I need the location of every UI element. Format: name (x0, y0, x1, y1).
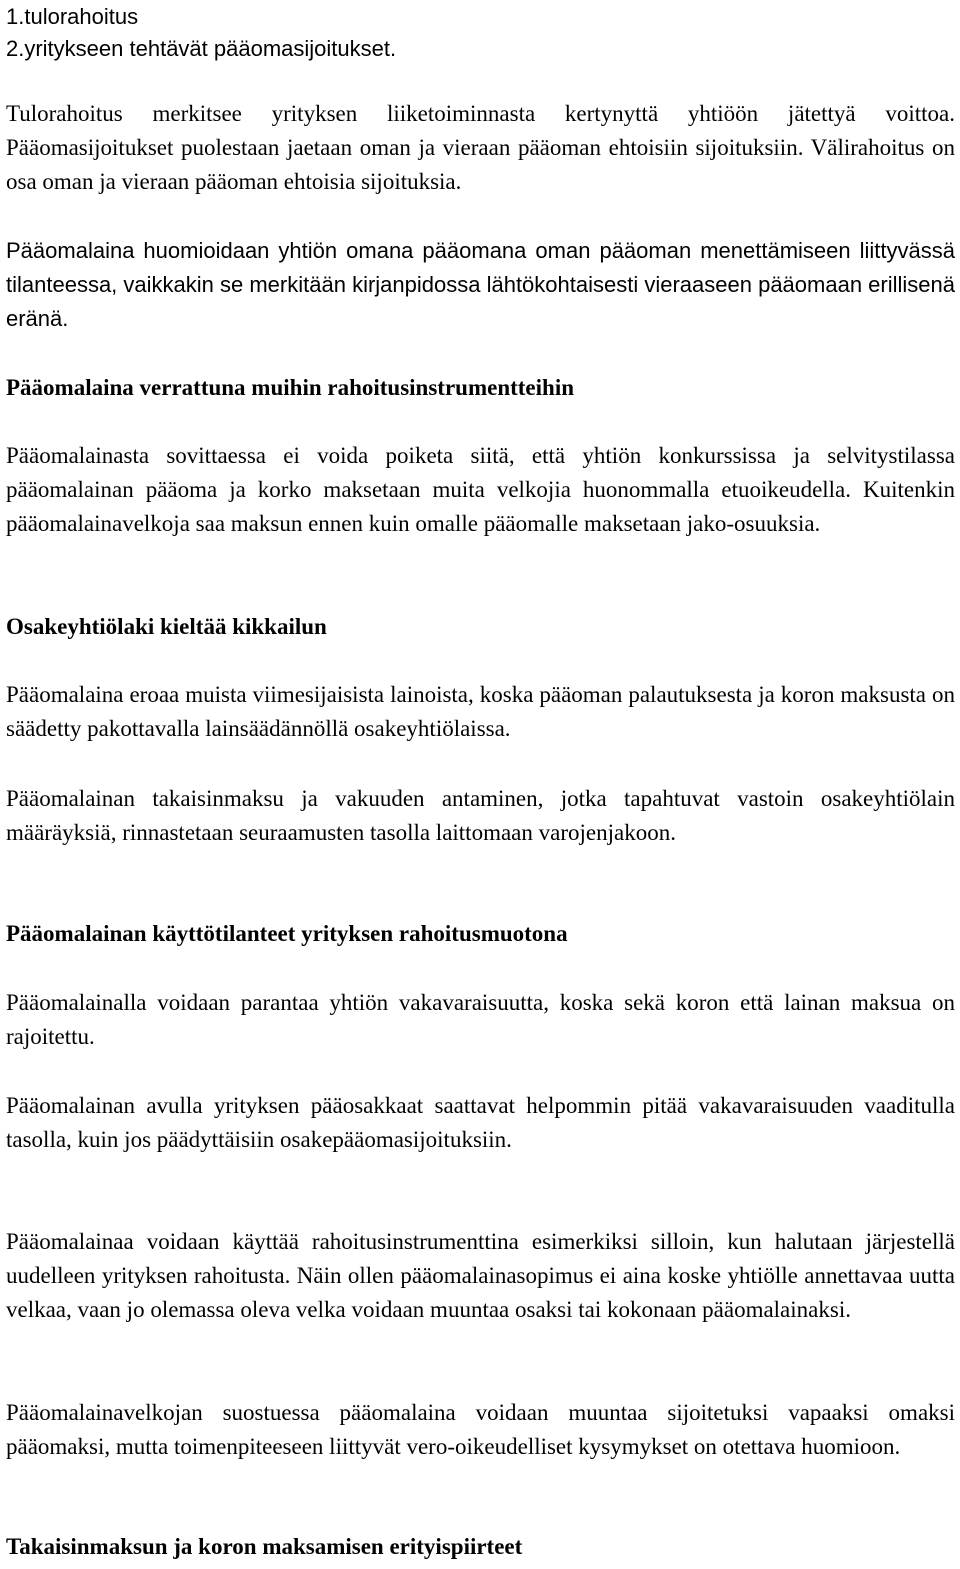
intro-paragraph-1: Tulorahoitus merkitsee yrityksen liiketoiminnasta kertynyttä yhtiöön jätettyä voittoa. Pääomasijoitukset puolestaan jaetaan oman ja vieraan pääoman ehtoisiin sijoituksiin. Välirahoitus on osa oman ja vieraan pääoman ehtoisia sijoituksia. (6, 101, 955, 195)
use-cases-paragraph-4: Pääomalainavelkojan suostuessa pääomalaina voidaan muuntaa sijoitetuksi vapaaksi omaksi pääomaksi, mutta toimenpiteeseen liittyvät vero-oikeudelliset kysymykset on otettava huomioon. (6, 1400, 955, 1460)
section-heading-repayment: Takaisinmaksun ja koron maksamisen erityispiirteet (6, 1534, 523, 1559)
list-item-2: 2.yritykseen tehtävät pääomasijoitukset. (6, 36, 397, 61)
companies-act-paragraph-1: Pääomalaina eroaa muista viimesijaisista lainoista, koska pääoman palautuksesta ja koron maksusta on säädetty pakottavalla lainsäädännöllä osakeyhtiölaissa. (6, 682, 955, 742)
comparison-paragraph-1: Pääomalainasta sovittaessa ei voida poiketa siitä, että yhtiön konkurssissa ja selvitystilassa pääomalainan pääoma ja korko maksetaan muita velkojia huonommalla etuoikeudella. Kuitenkin pääomalainavelkoja saa maksun ennen kuin omalle pääomalle maksetaan jako-osuuksia. (6, 443, 955, 537)
use-cases-paragraph-3: Pääomalainaa voidaan käyttää rahoitusinstrumenttina esimerkiksi silloin, kun halutaan järjestellä uudelleen yrityksen rahoitusta. Näin ollen pääomalainasopimus ei aina koske yhtiölle annettavaa uutta velkaa, vaan jo olemassa oleva velka voidaan muuntaa osaksi tai kokonaan pääomalainaksi. (6, 1229, 955, 1323)
companies-act-paragraph-2: Pääomalainan takaisinmaksu ja vakuuden antaminen, jotka tapahtuvat vastoin osakeyhtiölain määräyksiä, rinnastetaan seuraamusten tasolla laittomaan varojenjakoon. (6, 786, 955, 846)
use-cases-paragraph-2: Pääomalainan avulla yrityksen pääosakkaat saattavat helpommin pitää vakavaraisuuden vaaditulla tasolla, kuin jos päädyttäisiin osakepääomasijoituksiin. (6, 1093, 955, 1153)
section-heading-companies-act: Osakeyhtiölaki kieltää kikkailun (6, 614, 327, 639)
section-heading-use-cases: Pääomalainan käyttötilanteet yrityksen rahoitusmuotona (6, 921, 568, 946)
section-heading-comparison: Pääomalaina verrattuna muihin rahoitusinstrumentteihin (6, 375, 575, 400)
use-cases-paragraph-1: Pääomalainalla voidaan parantaa yhtiön vakavaraisuutta, koska sekä koron että lainan maksua on rajoitettu. (6, 990, 955, 1050)
list-item-1: 1.tulorahoitus (6, 4, 139, 29)
intro-paragraph-2: Pääomalaina huomioidaan yhtiön omana pääomana oman pääoman menettämiseen liittyvässä tilanteessa, vaikkakin se merkitään kirjanpidossa lähtökohtaisesti vieraaseen pääomaan erillisenä eränä. (6, 238, 955, 332)
